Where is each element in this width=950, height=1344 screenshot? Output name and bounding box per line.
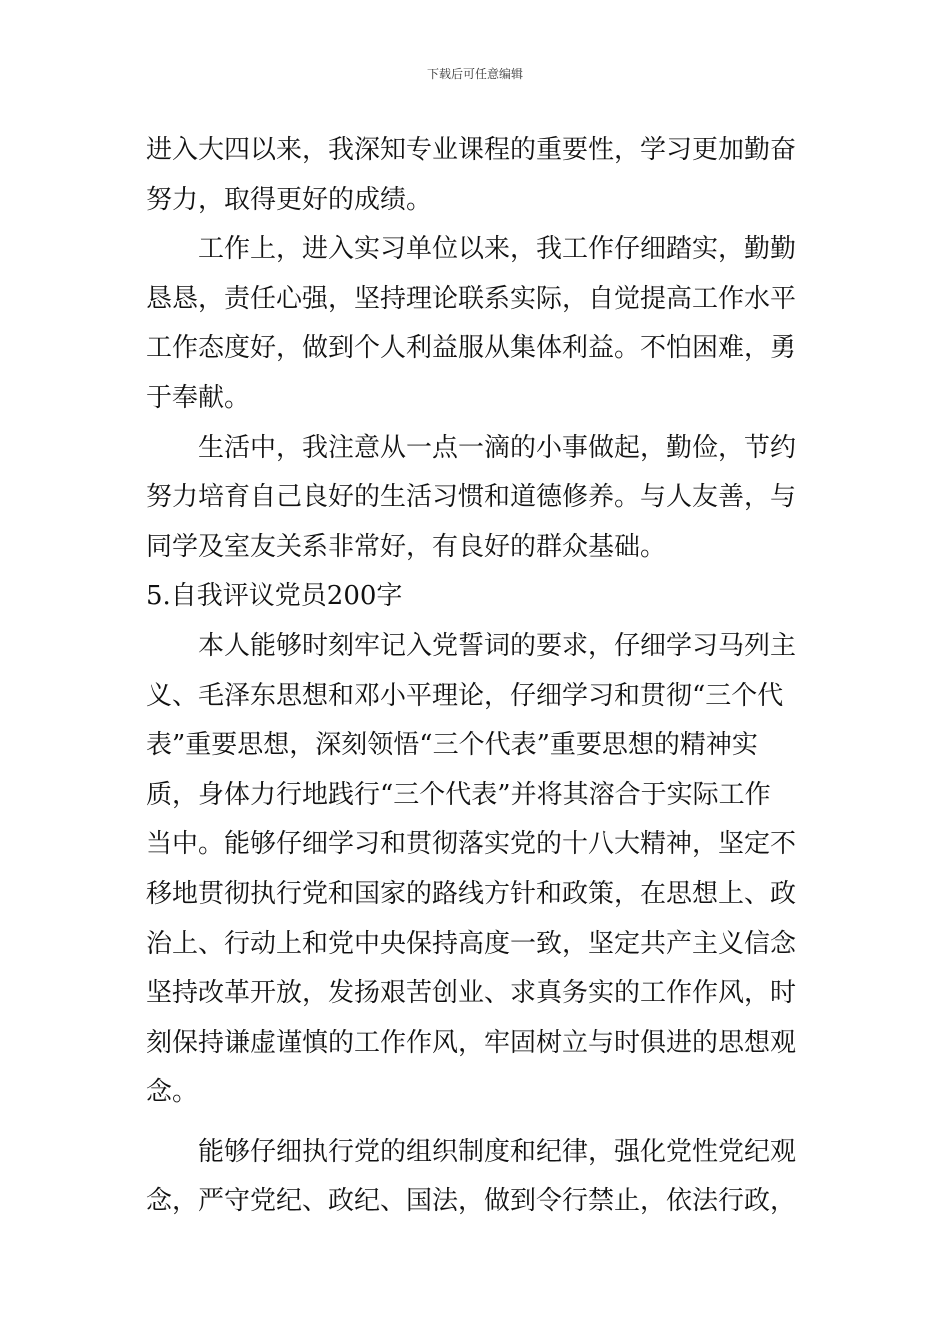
text-line: 当中。能够仔细学习和贯彻落实党的十八大精神，坚定不: [146, 829, 797, 860]
text-line: 治上、行动上和党中央保持高度一致，坚定共产主义信念: [146, 928, 797, 959]
text-line: 念，严守党纪、政纪、国法，做到令行禁止，依法行政，: [146, 1186, 797, 1217]
text-line: 质，身体力行地践行“三个代表”并将其溶合于实际工作: [146, 779, 771, 810]
text-line: 义、毛泽东思想和邓小平理论，仔细学习和贯彻“三个代: [146, 680, 784, 711]
text-line: 努力培育自己良好的生活习惯和道德修养。与人友善，与: [146, 482, 797, 513]
page-header: 下载后可任意编辑: [426, 67, 523, 81]
text-line: 工作态度好，做到个人利益服从集体利益。不怕困难，勇: [146, 333, 797, 364]
paragraph-start-line: 能够仔细执行党的组织制度和纪律，强化党性党纪观: [198, 1136, 797, 1167]
text-line: 移地贯彻执行党和国家的路线方针和政策，在思想上、政: [146, 878, 797, 909]
paragraph-start-line: 工作上，进入实习单位以来，我工作仔细踏实，勤勤: [198, 234, 797, 265]
text-line: 念。: [146, 1077, 199, 1108]
text-line: 于奉献。: [146, 382, 251, 413]
paragraph-start-line: 生活中，我注意从一点一滴的小事做起，勤俭，节约: [198, 432, 797, 463]
text-line: 进入大四以来，我深知专业课程的重要性，学习更加勤奋: [146, 135, 797, 165]
text-line: 努力，取得更好的成绩。: [146, 184, 433, 215]
document-body: [146, 126, 810, 1227]
text-line: 坚持改革开放，发扬艰苦创业、求真务实的工作作风，时: [146, 978, 797, 1009]
text-line: 表”重要思想，深刻领悟“三个代表”重要思想的精神实: [146, 730, 758, 761]
text-line: 刻保持谦虚谨慎的工作作风，牢固树立与时俱进的思想观: [146, 1027, 797, 1058]
paragraph-start-line: 本人能够时刻牢记入党誓词的要求，仔细学习马列主: [198, 630, 797, 661]
section-heading: 5.自我评议党员200字: [146, 581, 403, 612]
text-line: 恳恳，责任心强，坚持理论联系实际，自觉提高工作水平: [146, 283, 797, 314]
text-line: 同学及室友关系非常好，有良好的群众基础。: [146, 531, 667, 562]
